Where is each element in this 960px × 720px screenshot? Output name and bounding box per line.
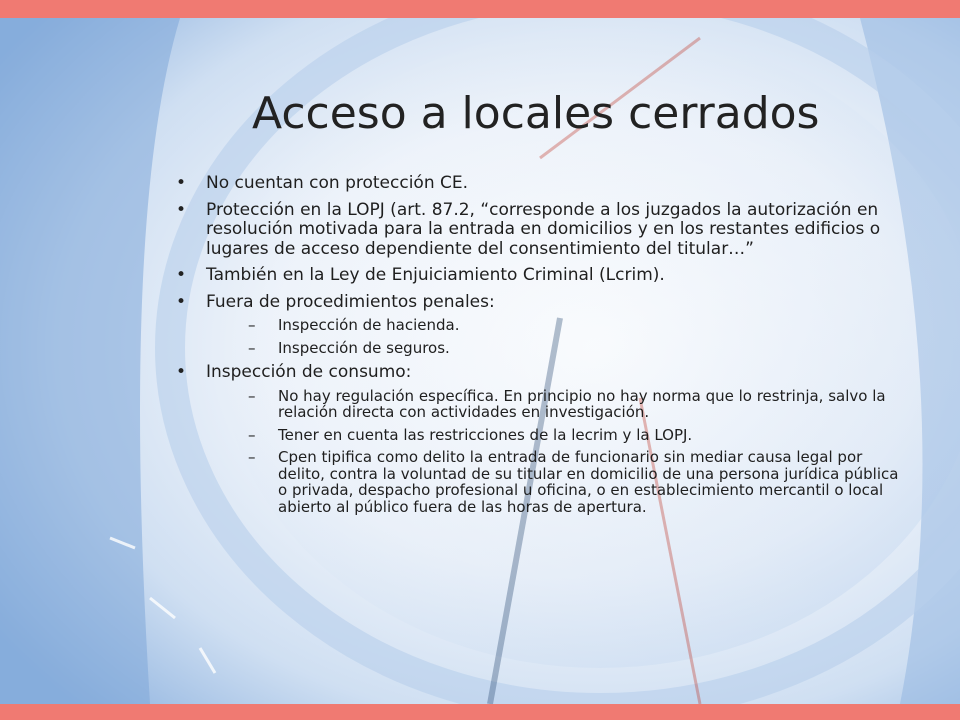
- bullet-item: [176, 201, 906, 260]
- bullet-list: [176, 174, 906, 515]
- slide-title: Acceso a locales cerrados: [252, 88, 820, 139]
- bullet-text: • Protección en la LOPJ (art. 87.2, “corresponde a los juzgados la autorización en resolución motivada para la entrada en domicilios y en los restantes edificios o lugares de acceso dependiente del consentimiento del titular…”: [206, 199, 881, 259]
- sub-bullet-text: – Tener en cuenta las restricciones de la lecrim y la LOPJ.: [278, 425, 693, 444]
- bottom-accent-bar: [0, 704, 960, 720]
- sub-bullet-text: – Inspección de hacienda.: [278, 316, 460, 335]
- bullet-item: [176, 363, 906, 515]
- sub-bullet-item: [206, 388, 906, 421]
- sub-bullet-item: [206, 317, 906, 334]
- bullet-item: [176, 293, 906, 357]
- bullet-text: • Fuera de procedimientos penales:: [206, 291, 495, 312]
- top-accent-bar: [0, 0, 960, 18]
- bullet-text: • Inspección de consumo:: [206, 362, 412, 383]
- sub-bullet-item: [206, 449, 906, 515]
- sub-bullet-text: – Inspección de seguros.: [278, 338, 450, 357]
- bullet-item: [176, 174, 906, 194]
- bullet-text: • También en la Ley de Enjuiciamiento Criminal (Lcrim).: [206, 265, 665, 286]
- slide-content: [176, 174, 906, 522]
- sub-bullet-text: – Cpen tipifica como delito la entrada de funcionario sin mediar causa legal por delito, contra la voluntad de su titular en domicilio de una persona jurídica pública o privada, despacho profesional u oficina, o en establecimiento mercantil o local abierto al público fuera de las horas de apertura.: [278, 448, 899, 516]
- sub-bullet-list: [206, 317, 906, 356]
- sub-bullet-item: [206, 340, 906, 357]
- sub-bullet-item: [206, 427, 906, 444]
- sub-bullet-list: [206, 388, 906, 516]
- bullet-item: [176, 266, 906, 286]
- bullet-text: • No cuentan con protección CE.: [206, 173, 469, 193]
- sub-bullet-text: – No hay regulación específica. En principio no hay norma que lo restrinja, salvo la relación directa con actividades en investigación.: [278, 386, 886, 422]
